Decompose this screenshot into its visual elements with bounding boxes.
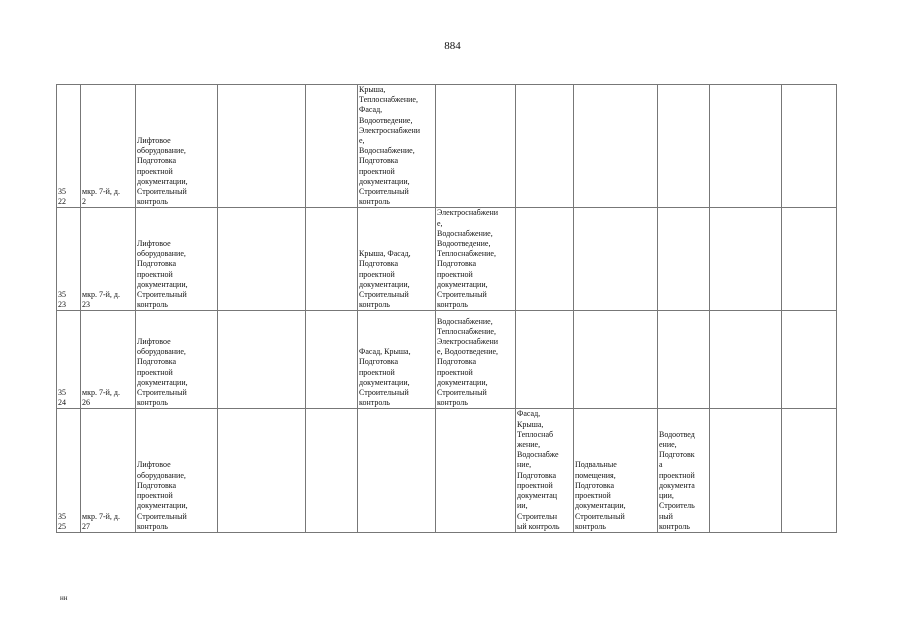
table-cell-c9 [574, 311, 658, 409]
table-cell-c5 [306, 208, 358, 311]
page-number: 884 [444, 40, 461, 52]
table-cell-c8 [516, 409, 574, 532]
cell-text: Крыша, Фасад, Подготовка проектной документации, Строительный контроль [359, 249, 411, 310]
table-cell-c8 [516, 85, 574, 208]
cell-text: мкр. 7-й, д. 27 [82, 511, 120, 531]
table-cell-c10 [658, 311, 710, 409]
cell-text: мкр. 7-й, д. 2 [82, 187, 120, 207]
table-cell-c11 [710, 208, 782, 311]
cell-text: Водоснабжение, Теплоснабжение, Электроснабжени e, Водоотведение, Подготовка проектной документации, Строительный контроль [437, 316, 499, 408]
table-cell-c5 [306, 311, 358, 409]
table-cell-address [81, 409, 136, 532]
table-cell-num [57, 208, 81, 311]
table-cell-c5 [306, 85, 358, 208]
cell-text: Крыша, Теплоснабжение, Фасад, Водоотведение, Электроснабжени e, Водоснабжение, Подготовка проектной документации, Строительный контроль [359, 85, 421, 207]
table-cell-c8 [516, 208, 574, 311]
table-cell-c6 [358, 208, 436, 311]
table-cell-c11 [710, 311, 782, 409]
table-cell-work_a [136, 409, 218, 532]
data-table [56, 84, 837, 533]
footer-mark: нн [60, 594, 68, 602]
table-cell-num [57, 409, 81, 532]
cell-text: 35 24 [58, 388, 66, 408]
table-cell-c10 [658, 208, 710, 311]
table-cell-c10 [658, 85, 710, 208]
table-cell-c9 [574, 85, 658, 208]
table-cell-c12 [782, 85, 837, 208]
cell-text: мкр. 7-й, д. 26 [82, 388, 120, 408]
cell-text: Лифтовое оборудование, Подготовка проектной документации, Строительный контроль [137, 239, 188, 310]
cell-text: Лифтовое оборудование, Подготовка проектной документации, Строительный контроль [137, 460, 188, 531]
table-cell-c7 [436, 208, 516, 311]
cell-text: 35 22 [58, 187, 66, 207]
table-cell-c7 [436, 409, 516, 532]
cell-text: Фасад, Крыша, Теплоснаб жение, Водоснабже ние, Подготовка проектной документац ии, Строительн ый контроль [517, 409, 560, 531]
cell-text: Электроснабжени e, Водоснабжение, Водоотведение, Теплоснабжение, Подготовка проектной документации, Строительный контроль [437, 208, 499, 310]
cell-text: мкр. 7-й, д. 23 [82, 290, 120, 310]
table-cell-c4 [218, 409, 306, 532]
table-cell-address [81, 311, 136, 409]
cell-text: Водоотвед ение, Подготовк а проектной документа ции, Строитель ный контроль [659, 429, 695, 531]
cell-text: Лифтовое оборудование, Подготовка проектной документации, Строительный контроль [137, 337, 188, 408]
table-row [57, 409, 837, 532]
table-cell-c9 [574, 409, 658, 532]
table-cell-c7 [436, 311, 516, 409]
table-cell-c5 [306, 409, 358, 532]
table-cell-address [81, 85, 136, 208]
table-cell-c12 [782, 409, 837, 532]
table-cell-c4 [218, 85, 306, 208]
table-cell-c10 [658, 409, 710, 532]
cell-text: Подвальные помещения, Подготовка проектной документации, Строительный контроль [575, 460, 626, 531]
table-cell-c12 [782, 311, 837, 409]
cell-text: 35 23 [58, 290, 66, 310]
table-cell-c11 [710, 85, 782, 208]
table-cell-c8 [516, 311, 574, 409]
table-cell-c6 [358, 85, 436, 208]
table-cell-c6 [358, 409, 436, 532]
table-cell-c4 [218, 208, 306, 311]
table-cell-c11 [710, 409, 782, 532]
table-cell-num [57, 311, 81, 409]
table-cell-c9 [574, 208, 658, 311]
table-row [57, 85, 837, 208]
table-cell-address [81, 208, 136, 311]
table-cell-work_a [136, 208, 218, 311]
table-cell-c12 [782, 208, 837, 311]
table-cell-c6 [358, 311, 436, 409]
table-cell-c4 [218, 311, 306, 409]
table-cell-num [57, 85, 81, 208]
cell-text: Лифтовое оборудование, Подготовка проектной документации, Строительный контроль [137, 136, 188, 207]
table-row [57, 311, 837, 409]
table-cell-c7 [436, 85, 516, 208]
table-cell-work_a [136, 311, 218, 409]
table-row [57, 208, 837, 311]
table-cell-work_a [136, 85, 218, 208]
cell-text: 35 25 [58, 511, 66, 531]
cell-text: Фасад, Крыша, Подготовка проектной документации, Строительный контроль [359, 347, 411, 408]
